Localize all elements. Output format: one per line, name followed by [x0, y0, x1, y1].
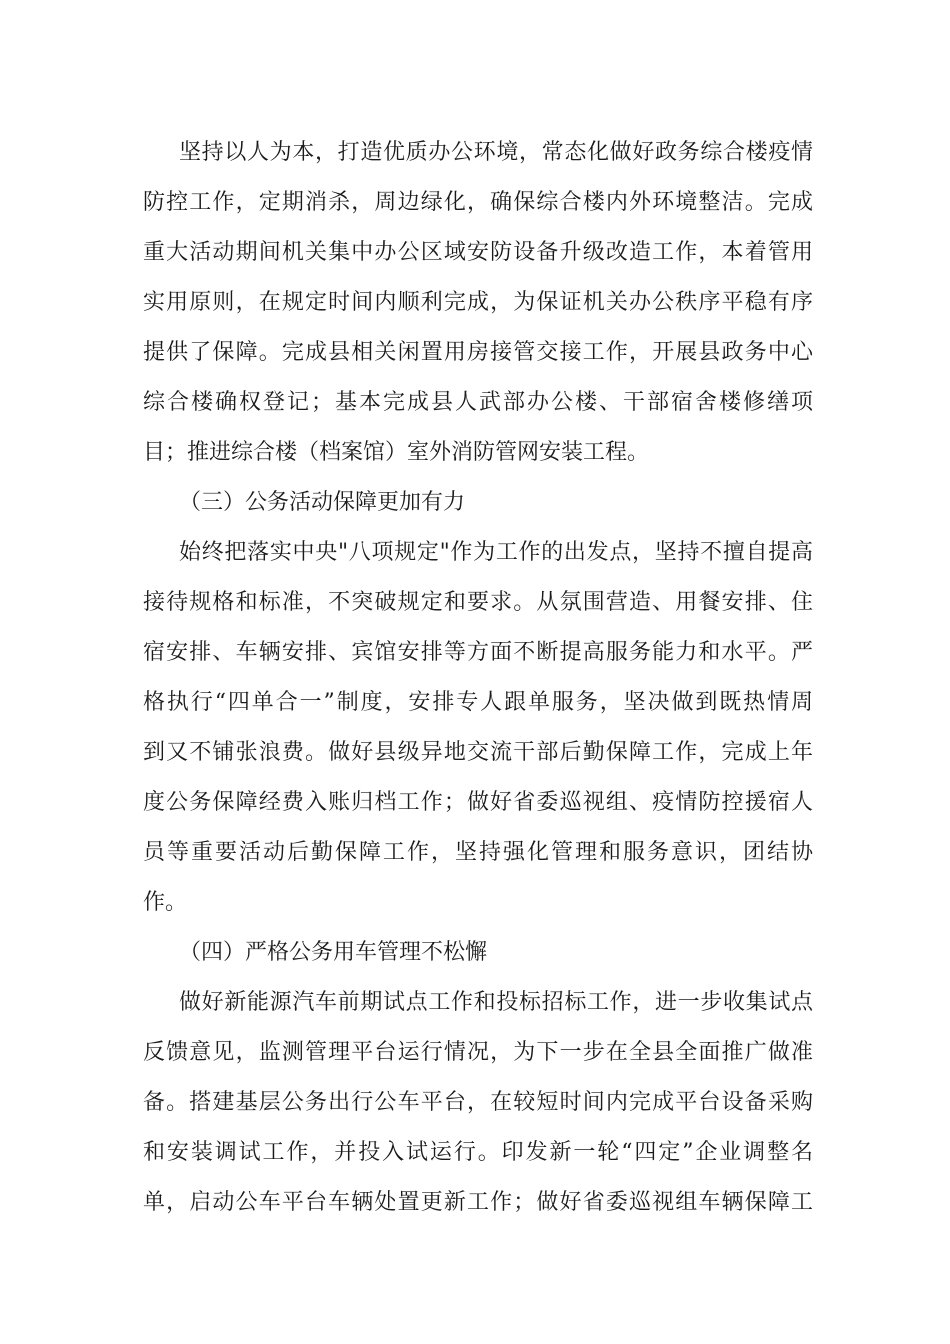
paragraph-line: 防控工作，定期消杀，周边绿化，确保综合楼内外环境整洁。完成 — [143, 190, 813, 215]
document-body — [143, 128, 813, 1228]
paragraph-line: 反馈意见，监测管理平台运行情况，为下一步在全县全面推广做准 — [143, 1040, 813, 1065]
paragraph-line: 始终把落实中央"八项规定"作为工作的出发点，坚持不擅自提高 — [179, 540, 813, 565]
paragraph-line: 宿安排、车辆安排、宾馆安排等方面不断提高服务能力和水平。严 — [143, 640, 813, 665]
paragraph-line: 目；推进综合楼（档案馆）室外消防管网安装工程。 — [143, 440, 650, 465]
paragraph-line: 到又不铺张浪费。做好县级异地交流干部后勤保障工作，完成上年 — [143, 740, 813, 765]
paragraph-line: 单，启动公车平台车辆处置更新工作；做好省委巡视组车辆保障工 — [143, 1190, 813, 1215]
paragraph-line: 和安装调试工作，并投入试运行。印发新一轮“四定”企业调整名 — [143, 1140, 813, 1165]
section-heading: （三）公务活动保障更加有力 — [179, 490, 466, 515]
paragraph-line: 员等重要活动后勤保障工作，坚持强化管理和服务意识，团结协 — [143, 840, 813, 865]
paragraph-line: 实用原则，在规定时间内顺利完成，为保证机关办公秩序平稳有序 — [143, 290, 813, 315]
paragraph-line: 提供了保障。完成县相关闲置用房接管交接工作，开展县政务中心 — [143, 340, 813, 365]
section-heading: （四）严格公务用车管理不松懈 — [179, 940, 488, 965]
paragraph-line: 坚持以人为本，打造优质办公环境，常态化做好政务综合楼疫情 — [179, 140, 813, 165]
paragraph-line: 做好新能源汽车前期试点工作和投标招标工作，进一步收集试点 — [179, 990, 813, 1015]
paragraph-line: 接待规格和标准，不突破规定和要求。从氛围营造、用餐安排、住 — [143, 590, 813, 615]
paragraph-line: 综合楼确权登记；基本完成县人武部办公楼、干部宿舍楼修缮项 — [143, 390, 813, 415]
paragraph-line: 度公务保障经费入账归档工作；做好省委巡视组、疫情防控援宿人 — [143, 790, 813, 815]
paragraph-line: 备。搭建基层公务出行公车平台，在较短时间内完成平台设备采购 — [143, 1090, 813, 1115]
paragraph-line: 重大活动期间机关集中办公区域安防设备升级改造工作，本着管用 — [143, 240, 813, 265]
paragraph-line: 格执行“四单合一”制度，安排专人跟单服务，坚决做到既热情周 — [143, 690, 813, 715]
paragraph-line: 作。 — [143, 890, 188, 915]
